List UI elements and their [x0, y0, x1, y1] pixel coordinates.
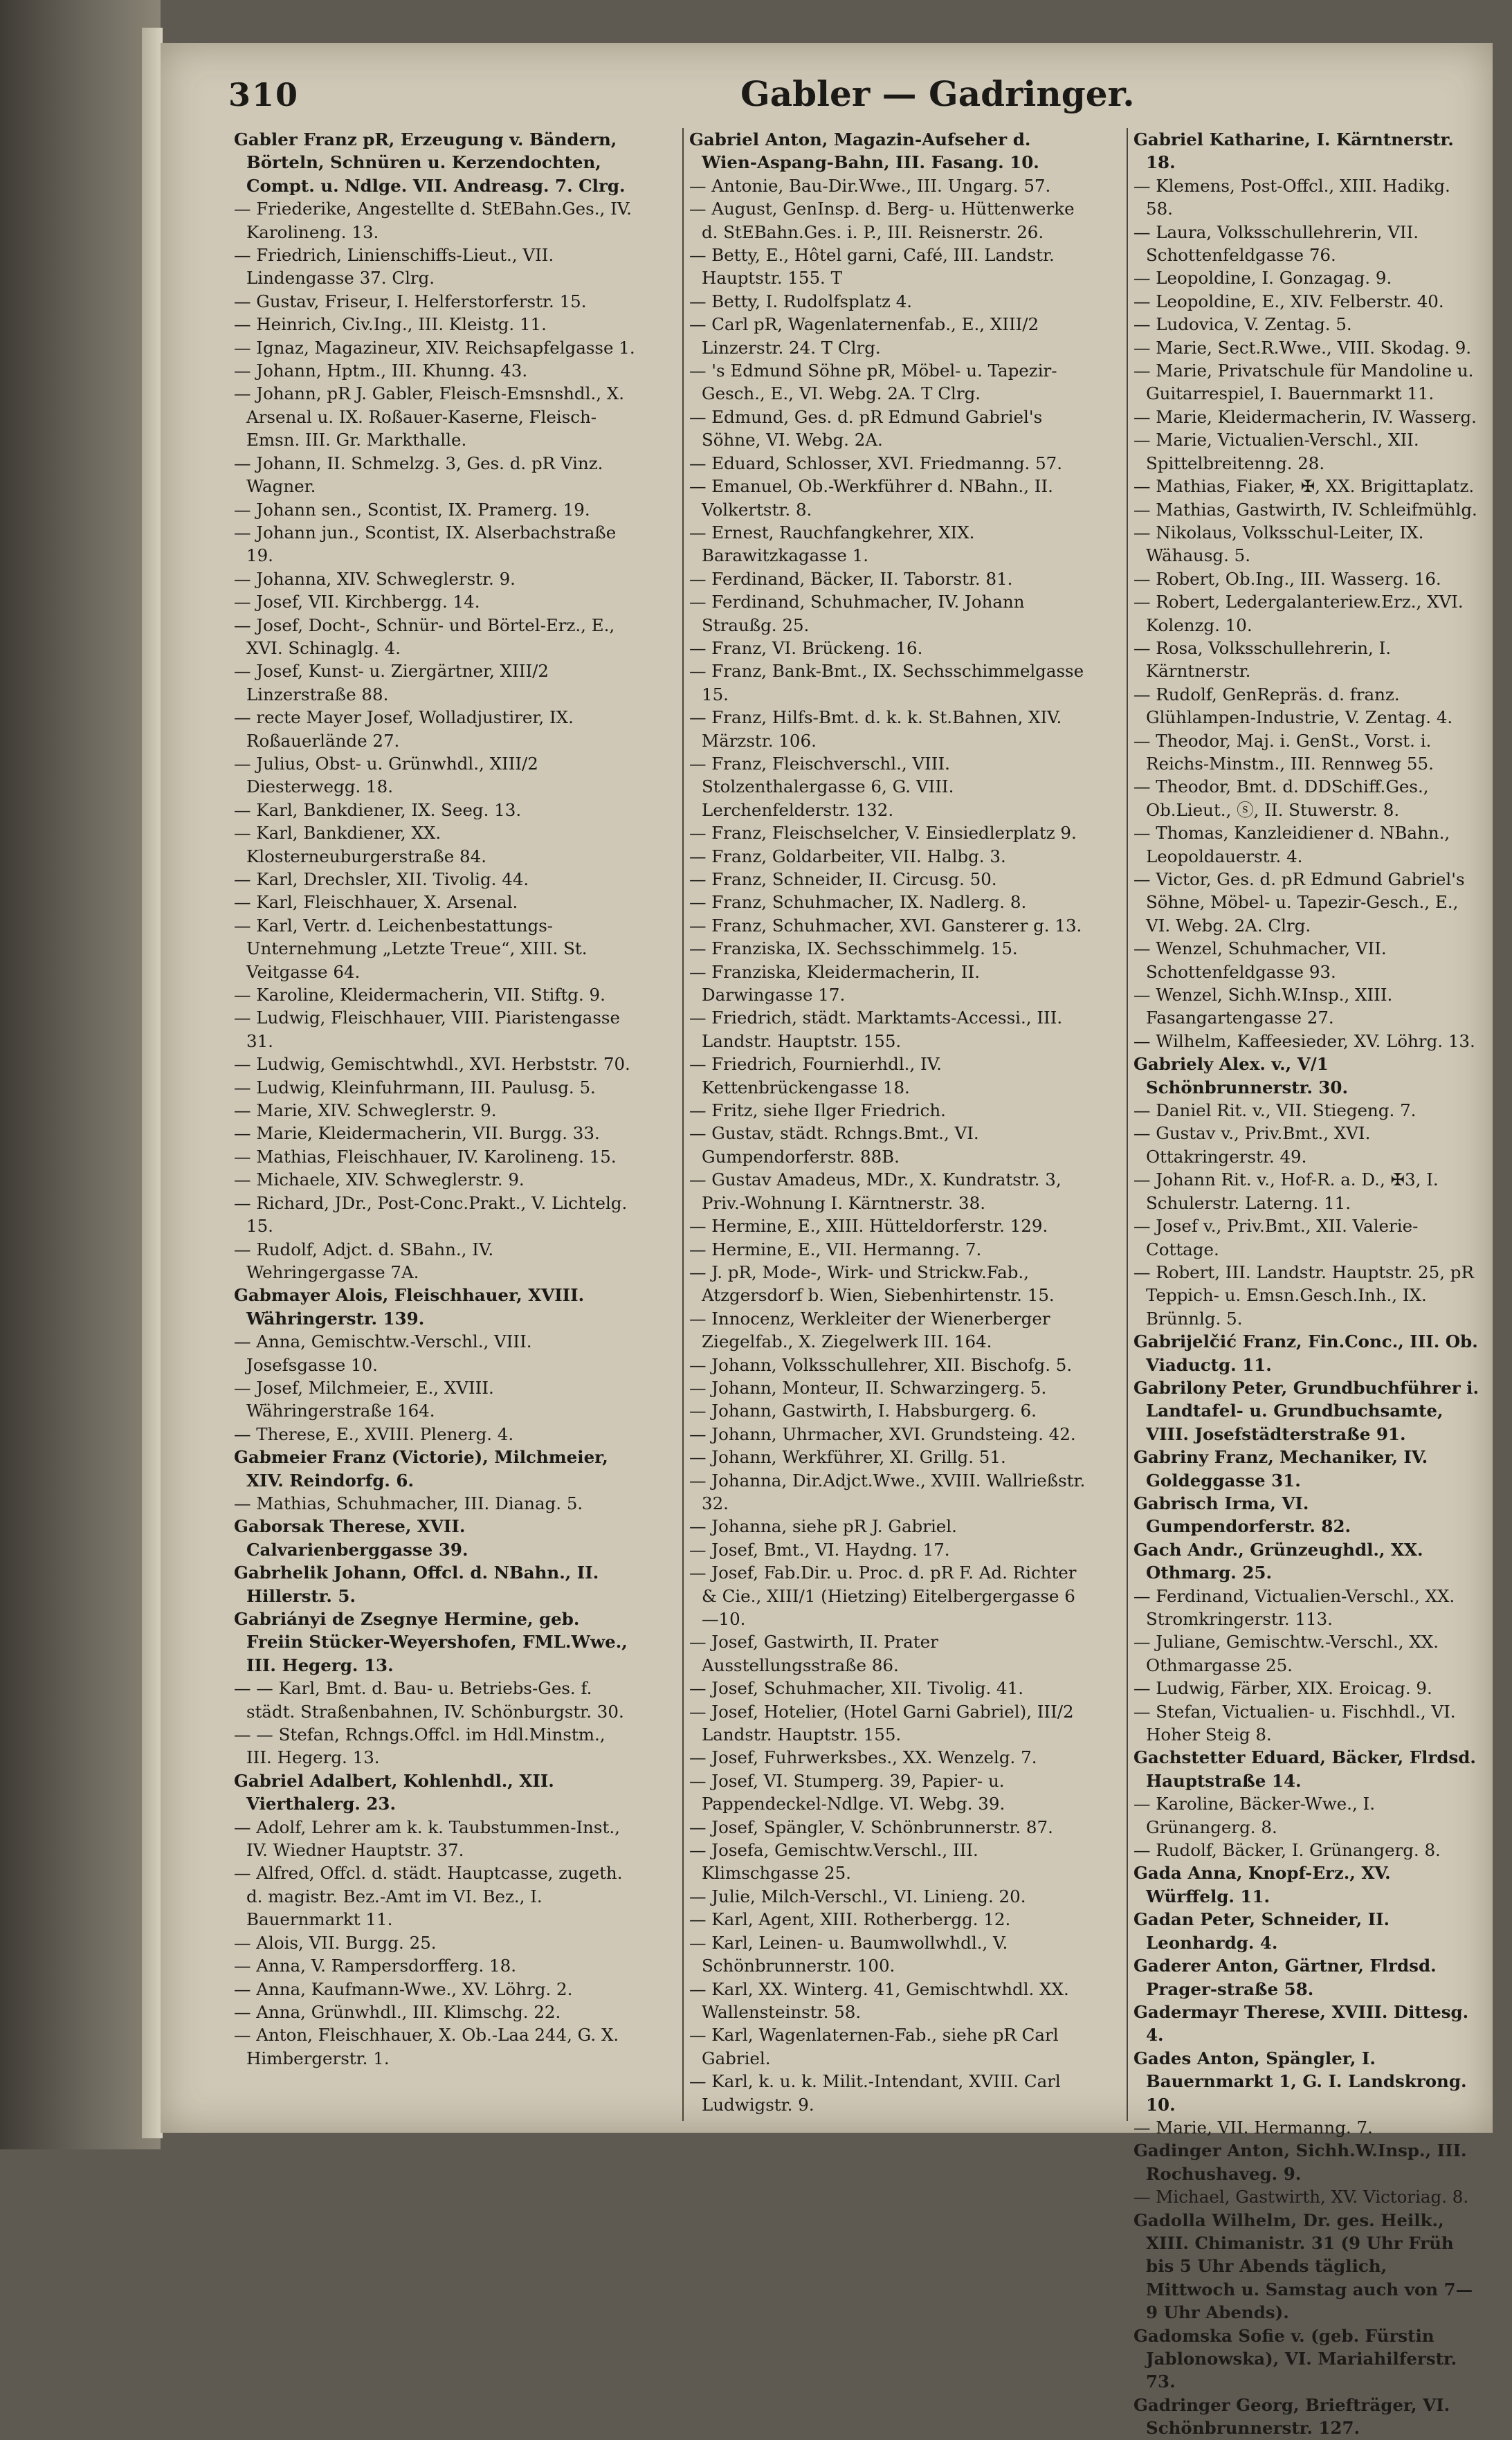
directory-entry: — Ludwig, Fleischhauer, VIII. Piaristengasse 31. — [234, 1008, 620, 1051]
directory-entry: Gadolla Wilhelm, Dr. ges. Heilk., XIII. Chimanistr. 31 (9 Uhr Früh bis 5 Uhr Abends täglich, Mittwoch u. Samstag auch von 7—9 Uhr Abends). — [1133, 2210, 1473, 2323]
directory-entry: — Robert, Ledergalanteriew.Erz., XVI. Kolenzg. 10. — [1133, 592, 1464, 635]
directory-entry: Gaderer Anton, Gärtner, Flrdsd. Prager-straße 58. — [1133, 1956, 1437, 1999]
directory-entry: — Laura, Volksschullehrerin, VII. Schottenfeldgasse 76. — [1133, 221, 1419, 266]
directory-entry: Gada Anna, Knopf-Erz., XV. Würffelg. 11. — [1133, 1863, 1391, 1906]
directory-entry: — Wenzel, Schuhmacher, VII. Schottenfeldgasse 93. — [1133, 938, 1387, 982]
column-1 — [234, 128, 635, 2121]
directory-entry: — Karl, Leinen- u. Baumwollwhdl., V. Schönbrunnerstr. 100. — [689, 1932, 1008, 1976]
book-gutter — [0, 0, 161, 2149]
directory-entry: — Antonie, Bau-Dir.Wwe., III. Ungarg. 57. — [689, 175, 1051, 196]
directory-entry: — Mathias, Fiaker, ✠, XX. Brigittaplatz. — [1133, 476, 1475, 497]
directory-entry: — Betty, E., Hôtel garni, Café, III. Landstr. Hauptstr. 155. T — [689, 245, 1055, 289]
directory-columns — [234, 128, 1479, 2439]
page-number: 310 — [228, 76, 300, 113]
directory-entry: — Juliane, Gemischtw.-Verschl., XX. Othmargasse 25. — [1133, 1632, 1439, 1675]
directory-entry: — Karl, Wagenlaternen-Fab., siehe pR Carl Gabriel. — [689, 2025, 1059, 2068]
directory-entry: — Karl, XX. Winterg. 41, Gemischtwhdl. XX. Wallensteinstr. 58. — [689, 1978, 1069, 2022]
directory-entry: — Johanna, siehe pR J. Gabriel. — [689, 1516, 957, 1537]
directory-entry: — Theodor, Bmt. d. DDSchiff.Ges., Ob.Lieut., ⓢ, II. Stuwerstr. 8. — [1133, 776, 1429, 820]
directory-entry: — Johann Rit. v., Hof-R. a. D., ✠3, I. Schulerstr. Laterng. 11. — [1133, 1169, 1439, 1213]
directory-entry: — Karoline, Bäcker-Wwe., I. Grünangerg. 8. — [1133, 1794, 1375, 1837]
directory-entry: — Franz, Schuhmacher, IX. Nadlerg. 8. — [689, 892, 1027, 913]
directory-entry: — Klemens, Post-Offcl., XIII. Hadikg. 58. — [1133, 175, 1450, 219]
directory-entry: — Gustav, städt. Rchngs.Bmt., VI. Gumpendorferstr. 88B. — [689, 1123, 979, 1167]
directory-entry: — Julius, Obst- u. Grünwhdl., XIII/2 Diesterwegg. 18. — [234, 753, 538, 797]
directory-entry: — Josef, Fuhrwerksbes., XX. Wenzelg. 7. — [689, 1747, 1037, 1768]
directory-entry: — Thomas, Kanzleidiener d. NBahn., Leopoldauerstr. 4. — [1133, 823, 1450, 866]
directory-entry: — Rudolf, Adjct. d. SBahn., IV. Wehringergasse 7A. — [234, 1239, 494, 1282]
directory-entry: Gabrisch Irma, VI. Gumpendorferstr. 82. — [1133, 1493, 1351, 1537]
column-3 — [1127, 128, 1479, 2439]
directory-entry: — Johann, Werkführer, XI. Grillg. 51. — [689, 1447, 1006, 1468]
page-edge — [142, 28, 163, 2138]
directory-entry: — 's Edmund Söhne pR, Möbel- u. Tapezir-Gesch., E., VI. Webg. 2A. T Clrg. — [689, 361, 1057, 404]
page-header — [228, 71, 1474, 126]
directory-entry: — Leopoldine, E., XIV. Felberstr. 40. — [1133, 291, 1444, 311]
directory-entry: — Michaele, XIV. Schweglerstr. 9. — [234, 1169, 525, 1190]
directory-entry: — Rosa, Volksschullehrerin, I. Kärntnerstr. — [1133, 637, 1392, 682]
directory-entry: — Johanna, Dir.Adjct.Wwe., XVIII. Wallrießstr. 32. — [689, 1470, 1086, 1513]
directory-entry: — Johann, Monteur, II. Schwarzingerg. 5. — [689, 1377, 1047, 1398]
directory-entry: — Friedrich, städt. Marktamts-Accessi., III. Landstr. Hauptstr. 155. — [689, 1008, 1063, 1051]
directory-entry: — Friederike, Angestellte d. StEBahn.Ges., IV. Karolineng. 13. — [234, 199, 632, 242]
directory-entry: Gabmeier Franz (Victorie), Milchmeier, XIV. Reindorfg. 6. — [234, 1447, 608, 1491]
directory-entry: — Hermine, E., VII. Hermanng. 7. — [689, 1239, 982, 1259]
directory-entry: — Johanna, XIV. Schweglerstr. 9. — [234, 568, 516, 589]
directory-entry: Gabriel Anton, Magazin-Aufseher d. Wien-Aspang-Bahn, III. Fasang. 10. — [689, 129, 1039, 173]
directory-entry: — Josef, VI. Stumperg. 39, Papier- u. Pappendeckel-Ndlge. VI. Webg. 39. — [689, 1770, 1005, 1814]
running-head: Gabler — Gadringer. — [740, 73, 1135, 114]
directory-entry: Gabriely Alex. v., V/1 Schönbrunnerstr. 30. — [1133, 1054, 1349, 1098]
directory-entry: — Franz, Fleischselcher, V. Einsiedlerplatz 9. — [689, 823, 1077, 844]
directory-entry: — Marie, Kleidermacherin, IV. Wasserg. — [1133, 406, 1477, 427]
directory-entry: — Josef, VII. Kirchbergg. 14. — [234, 592, 480, 612]
directory-entry: — Johann, Uhrmacher, XVI. Grundsteing. 42. — [689, 1423, 1076, 1444]
directory-entry: — Marie, VII. Hermanng. 7. — [1133, 2117, 1373, 2138]
directory-entry: — Richard, JDr., Post-Conc.Prakt., V. Lichtelg. 15. — [234, 1192, 628, 1237]
directory-entry: — Wenzel, Sichh.W.Insp., XIII. Fasangartengasse 27. — [1133, 985, 1393, 1028]
directory-entry: — Daniel Rit. v., VII. Stiegeng. 7. — [1133, 1100, 1417, 1121]
directory-entry: — Nikolaus, Volksschul-Leiter, IX. Wähausg. 5. — [1133, 522, 1424, 566]
directory-entry: — Ferdinand, Bäcker, II. Taborstr. 81. — [689, 568, 1013, 589]
directory-entry: — Gustav Amadeus, MDr., X. Kundratstr. 3, Priv.-Wohnung I. Kärntnerstr. 38. — [689, 1169, 1062, 1213]
directory-entry: — Franz, Goldarbeiter, VII. Halbg. 3. — [689, 846, 1006, 866]
directory-entry: — Ludovica, V. Zentag. 5. — [1133, 314, 1352, 335]
directory-entry: — Alois, VII. Burgg. 25. — [234, 1932, 437, 1953]
directory-entry: — Karl, Agent, XIII. Rotherbergg. 12. — [689, 1909, 1011, 1930]
directory-entry: — Emanuel, Ob.-Werkführer d. NBahn., II. Volkertstr. 8. — [689, 476, 1053, 520]
directory-entry: — Franziska, Kleidermacherin, II. Darwingasse 17. — [689, 961, 980, 1005]
directory-entry: — Anna, Kaufmann-Wwe., XV. Löhrg. 2. — [234, 1978, 573, 1999]
directory-entry: Gadinger Anton, Sichh.W.Insp., III. Rochushaveg. 9. — [1133, 2140, 1467, 2184]
directory-entry: — Karl, k. u. k. Milit.-Intendant, XVIII. Carl Ludwigstr. 9. — [689, 2071, 1061, 2115]
directory-entry: — Mathias, Fleischhauer, IV. Karolineng. 15. — [234, 1146, 617, 1167]
directory-entry: — Eduard, Schlosser, XVI. Friedmanng. 57. — [689, 453, 1063, 473]
directory-entry: — Johann, Hptm., III. Khunng. 43. — [234, 361, 528, 381]
directory-entry: — Stefan, Victualien- u. Fischhdl., VI. Hoher Steig 8. — [1133, 1701, 1456, 1745]
directory-entry: Gabriel Katharine, I. Kärntnerstr. 18. — [1133, 129, 1454, 173]
directory-entry: — Franz, Hilfs-Bmt. d. k. k. St.Bahnen, XIV. Märzstr. 106. — [689, 707, 1062, 751]
directory-entry: — Marie, Victualien-Verschl., XII. Spittelbreitenng. 28. — [1133, 430, 1419, 473]
directory-entry: — Carl pR, Wagenlaternenfab., E., XIII/2 Linzerstr. 24. T Clrg. — [689, 314, 1039, 358]
directory-entry: — Josef, Gastwirth, II. Prater Ausstellungsstraße 86. — [689, 1632, 938, 1675]
directory-entry: Gabriel Adalbert, Kohlenhdl., XII. Vierthalerg. 23. — [234, 1770, 554, 1814]
directory-entry: — Josef v., Priv.Bmt., XII. Valerie-Cottage. — [1133, 1216, 1419, 1259]
directory-entry: — Adolf, Lehrer am k. k. Taubstummen-Inst., IV. Wiedner Hauptstr. 37. — [234, 1817, 620, 1861]
directory-entry: — Ferdinand, Victualien-Verschl., XX. Stromkringerstr. 113. — [1133, 1585, 1455, 1629]
directory-entry: — Ludwig, Färber, XIX. Eroicag. 9. — [1133, 1678, 1432, 1699]
directory-entry: — Theodor, Maj. i. GenSt., Vorst. i. Reichs-Minstm., III. Rennweg 55. — [1133, 730, 1434, 774]
directory-entry: — Johann, pR J. Gabler, Fleisch-Emsnshdl., X. Arsenal u. IX. Roßauer-Kaserne, Fleisch-Emsn. III. Gr. Markthalle. — [234, 383, 625, 450]
directory-entry: — Franz, Fleischverschl., VIII. Stolzenthalergasse 6, G. VIII. Lerchenfelderstr. 132. — [689, 753, 954, 820]
directory-entry: — Josef, Hotelier, (Hotel Garni Gabriel), III/2 Landstr. Hauptstr. 155. — [689, 1701, 1074, 1745]
directory-entry: — Ludwig, Gemischtwhdl., XVI. Herbststr. 70. — [234, 1054, 630, 1075]
directory-entry: — Wilhelm, Kaffeesieder, XV. Löhrg. 13. — [1133, 1030, 1475, 1051]
directory-entry: Gadermayr Therese, XVIII. Dittesg. 4. — [1133, 2001, 1469, 2046]
directory-entry: Gabrhelik Johann, Offcl. d. NBahn., II. Hillerstr. 5. — [234, 1563, 599, 1606]
directory-entry: — J. pR, Mode-, Wirk- und Strickw.Fab., Atzgersdorf b. Wien, Siebenhirtenstr. 15. — [689, 1262, 1055, 1306]
directory-entry: — Heinrich, Civ.Ing., III. Kleistg. 11. — [234, 314, 547, 335]
directory-entry: — Fritz, siehe Ilger Friedrich. — [689, 1100, 946, 1121]
directory-entry: — — Karl, Bmt. d. Bau- u. Betriebs-Ges. f. städt. Straßenbahnen, IV. Schönburgstr. 30. — [234, 1678, 624, 1722]
directory-entry: — Karl, Vertr. d. Leichenbestattungs-Unternehmung „Letzte Treue“, XIII. St. Veitgasse 64. — [234, 915, 588, 982]
directory-entry: Gades Anton, Spängler, I. Bauernmarkt 1, G. I. Landskrong. 10. — [1133, 2048, 1467, 2115]
directory-entry: Gabriányi de Zsegnye Hermine, geb. Freiin Stücker-Weyershofen, FML.Wwe., III. Hegerg. 13. — [234, 1609, 628, 1675]
directory-entry: — Anna, Grünwhdl., III. Klimschg. 22. — [234, 2001, 561, 2022]
directory-entry: — Gustav, Friseur, I. Helferstorferstr. 15. — [234, 291, 587, 311]
directory-entry: — Josef, Fab.Dir. u. Proc. d. pR F. Ad. Richter & Cie., XIII/1 (Hietzing) Eitelbergergasse 6—10. — [689, 1563, 1077, 1629]
directory-entry: Gadringer Georg, Briefträger, VI. Schönbrunnerstr. 127. — [1133, 2394, 1450, 2439]
directory-entry: — Mathias, Gastwirth, IV. Schleifmühlg. — [1133, 499, 1477, 520]
directory-entry: Gabrijelčić Franz, Fin.Conc., III. Ob. Viaductg. 11. — [1133, 1331, 1478, 1375]
directory-entry: — Franz, Schuhmacher, XVI. Gansterer g. 13. — [689, 915, 1082, 936]
directory-entry: — Marie, XIV. Schweglerstr. 9. — [234, 1100, 497, 1121]
directory-entry: — Friedrich, Fournierhdl., IV. Kettenbrückengasse 18. — [689, 1054, 942, 1098]
directory-entry: — — Stefan, Rchngs.Offcl. im Hdl.Minstm., III. Hegerg. 13. — [234, 1724, 605, 1768]
directory-entry: — Josef, Bmt., VI. Haydng. 17. — [689, 1539, 950, 1560]
directory-entry: — recte Mayer Josef, Wolladjustirer, IX. Roßauerlände 27. — [234, 707, 574, 751]
directory-entry: — Leopoldine, I. Gonzagag. 9. — [1133, 268, 1392, 289]
directory-entry: — Josef, Kunst- u. Ziergärtner, XIII/2 Linzerstraße 88. — [234, 661, 549, 704]
directory-entry: — Johann, II. Schmelzg. 3, Ges. d. pR Vinz. Wagner. — [234, 453, 603, 497]
directory-entry: — Karl, Bankdiener, XX. Klosterneuburgerstraße 84. — [234, 823, 486, 866]
directory-entry: — Karl, Bankdiener, IX. Seeg. 13. — [234, 799, 522, 820]
directory-entry: Gaborsak Therese, XVII. Calvarienberggasse 39. — [234, 1516, 468, 1560]
directory-entry: — Michael, Gastwirth, XV. Victoriag. 8. — [1133, 2187, 1469, 2207]
directory-entry: — Josef, Schuhmacher, XII. Tivolig. 41. — [689, 1678, 1024, 1699]
directory-entry: — Ernest, Rauchfangkehrer, XIX. Barawitzkagasse 1. — [689, 522, 975, 566]
directory-entry: — Franz, VI. Brückeng. 16. — [689, 637, 923, 658]
directory-entry: — Alfred, Offcl. d. städt. Hauptcasse, zugeth. d. magistr. Bez.-Amt im VI. Bez., I. Bauernmarkt 11. — [234, 1863, 623, 1930]
directory-entry: — Karl, Fleischhauer, X. Arsenal. — [234, 892, 518, 913]
column-2 — [682, 128, 1091, 2121]
directory-entry: — Marie, Privatschule für Mandoline u. Guitarrespiel, I. Bauernmarkt 11. — [1133, 361, 1474, 404]
directory-entry: — Therese, E., XVIII. Plenerg. 4. — [234, 1423, 514, 1444]
directory-entry: — Marie, Kleidermacherin, VII. Burgg. 33. — [234, 1123, 600, 1144]
directory-entry: — Robert, Ob.Ing., III. Wasserg. 16. — [1133, 568, 1441, 589]
directory-entry: Gabrilony Peter, Grundbuchführer i. Landtafel- u. Grundbuchsamte, VIII. Josefstädterstraße 91. — [1133, 1377, 1479, 1444]
directory-entry: — Rudolf, Bäcker, I. Grünangerg. 8. — [1133, 1840, 1441, 1861]
directory-entry: Gadomska Sofie v. (geb. Fürstin Jablonowska), VI. Mariahilferstr. 73. — [1133, 2325, 1457, 2392]
directory-entry: — Julie, Milch-Verschl., VI. Linieng. 20. — [689, 1886, 1026, 1906]
directory-entry: Gabriny Franz, Mechaniker, IV. Goldeggasse 31. — [1133, 1447, 1428, 1491]
directory-entry: — Marie, Sect.R.Wwe., VIII. Skodag. 9. — [1133, 337, 1472, 358]
directory-entry: — Johann jun., Scontist, IX. Alserbachstraße 19. — [234, 522, 617, 566]
directory-entry: — Mathias, Schuhmacher, III. Dianag. 5. — [234, 1493, 583, 1513]
directory-entry: Gadan Peter, Schneider, II. Leonhardg. 4. — [1133, 1909, 1390, 1953]
directory-entry: — August, GenInsp. d. Berg- u. Hüttenwerke d. StEBahn.Ges. i. P., III. Reisnerstr. 26. — [689, 199, 1075, 242]
directory-entry: — Anna, Gemischtw.-Verschl., VIII. Josefsgasse 10. — [234, 1331, 532, 1375]
directory-entry: — Hermine, E., XIII. Hütteldorferstr. 129. — [689, 1216, 1048, 1237]
directory-entry: — Ferdinand, Schuhmacher, IV. Johann Straußg. 25. — [689, 592, 1025, 635]
directory-entry: Gabler Franz pR, Erzeugung v. Bändern, Börteln, Schnüren u. Kerzendochten, Compt. u. Ndlge. VII. Andreasg. 7. Clrg. — [234, 129, 626, 196]
directory-entry: — Johann, Volksschullehrer, XII. Bischofg. 5. — [689, 1354, 1073, 1375]
directory-entry: — Franz, Bank-Bmt., IX. Sechsschimmelgasse 15. — [689, 661, 1084, 704]
directory-entry: — Robert, III. Landstr. Hauptstr. 25, pR Teppich- u. Emsn.Gesch.Inh., IX. Brünnlg. 5. — [1133, 1262, 1474, 1329]
directory-entry: — Ignaz, Magazineur, XIV. Reichsapfelgasse 1. — [234, 337, 635, 358]
directory-entry: — Edmund, Ges. d. pR Edmund Gabriel's Söhne, VI. Webg. 2A. — [689, 406, 1043, 450]
directory-entry: — Johann sen., Scontist, IX. Pramerg. 19. — [234, 499, 590, 520]
directory-entry: — Johann, Gastwirth, I. Habsburgerg. 6. — [689, 1401, 1037, 1421]
directory-entry: — Victor, Ges. d. pR Edmund Gabriel's Söhne, Möbel- u. Tapezir-Gesch., E., VI. Webg. 2A. Clrg. — [1133, 869, 1465, 936]
directory-entry: Gabmayer Alois, Fleischhauer, XVIII. Währingerstr. 139. — [234, 1285, 585, 1329]
directory-entry: — Friedrich, Linienschiffs-Lieut., VII. Lindengasse 37. Clrg. — [234, 245, 554, 289]
directory-entry: Gachstetter Eduard, Bäcker, Flrdsd. Hauptstraße 14. — [1133, 1747, 1476, 1791]
directory-entry: — Innocenz, Werkleiter der Wienerberger Ziegelfab., X. Ziegelwerk III. 164. — [689, 1308, 1050, 1352]
directory-entry: — Franz, Schneider, II. Circusg. 50. — [689, 869, 997, 889]
directory-entry: — Betty, I. Rudolfsplatz 4. — [689, 291, 913, 311]
directory-entry: — Josef, Spängler, V. Schönbrunnerstr. 87. — [689, 1817, 1053, 1837]
directory-entry: — Josefa, Gemischtw.Verschl., III. Klimschgasse 25. — [689, 1840, 978, 1884]
directory-entry: Gach Andr., Grünzeughdl., XX. Othmarg. 25. — [1133, 1539, 1423, 1583]
directory-entry: — Karoline, Kleidermacherin, VII. Stiftg. 9. — [234, 985, 605, 1005]
directory-entry: — Gustav v., Priv.Bmt., XVI. Ottakringerstr. 49. — [1133, 1123, 1371, 1167]
directory-entry: — Anna, V. Rampersdorfferg. 18. — [234, 1956, 517, 1976]
directory-entry: — Rudolf, GenRepräs. d. franz. Glühlampen-Industrie, V. Zentag. 4. — [1133, 684, 1453, 728]
directory-entry: — Ludwig, Kleinfuhrmann, III. Paulusg. 5. — [234, 1077, 596, 1098]
directory-entry: — Karl, Drechsler, XII. Tivolig. 44. — [234, 869, 529, 889]
directory-entry: — Josef, Milchmeier, E., XVIII. Währingerstraße 164. — [234, 1377, 494, 1421]
directory-entry: — Franziska, IX. Sechsschimmelg. 15. — [689, 938, 1018, 959]
directory-entry: — Josef, Docht-, Schnür- und Börtel-Erz., E., XVI. Schinaglg. 4. — [234, 614, 615, 658]
directory-entry: — Anton, Fleischhauer, X. Ob.-Laa 244, G. X. Himbergerstr. 1. — [234, 2025, 619, 2068]
